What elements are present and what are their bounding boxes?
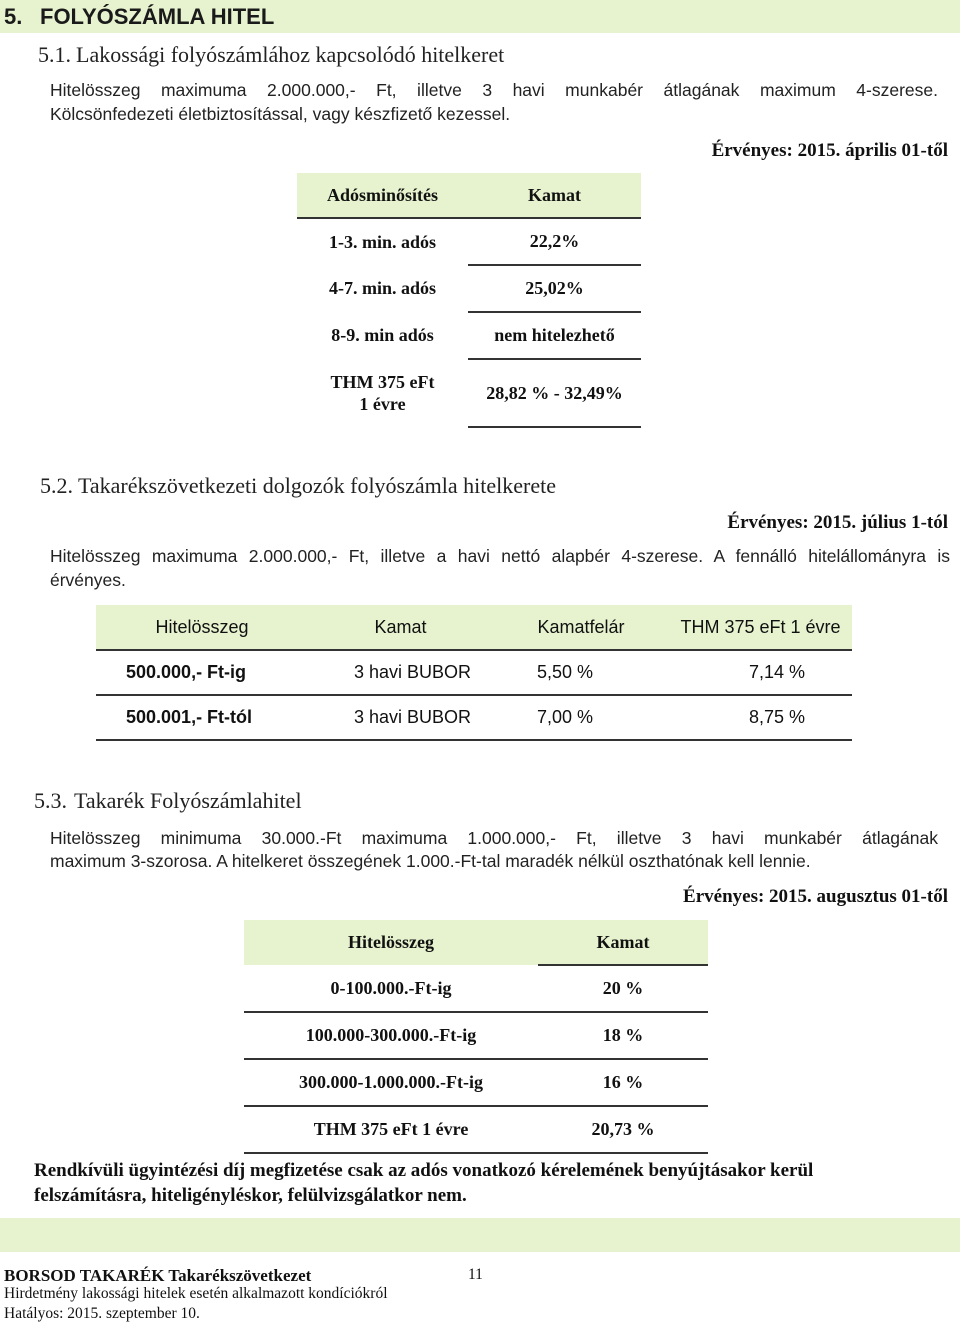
subsection-number: 5.3.	[34, 788, 67, 813]
cell-value: nem hitelezhető	[468, 312, 641, 359]
section-title: FOLYÓSZÁMLA HITEL	[40, 4, 275, 29]
table-row	[297, 312, 641, 359]
subsection-5-3-heading	[34, 788, 302, 814]
cell-label	[297, 359, 468, 427]
table-header-row	[244, 920, 708, 965]
table-row	[244, 1106, 708, 1153]
s2-paragraph-line1: Hitelösszeg maximuma 2.000.000,- Ft, illetve a havi nettó alapbér 4-szerese. A fennálló hitelállományra is	[50, 546, 950, 566]
subsection-title: Takarékszövetkezeti dolgozók folyószámla hitelkerete	[78, 473, 556, 498]
cell-label: 4-7. min. adós	[328, 278, 436, 298]
s2-paragraph-line2: érvényes.	[50, 570, 126, 590]
cell-thm: 8,75 %	[669, 695, 852, 740]
s3-rate-table	[244, 920, 708, 1154]
header-kamat: Kamat	[468, 173, 641, 218]
cell-margin: 5,50 %	[493, 650, 669, 695]
table-row	[244, 1059, 708, 1106]
cell-rate: 18 %	[538, 1012, 708, 1059]
cell-amount: THM 375 eFt 1 évre	[244, 1106, 538, 1153]
thm-label-line1: THM 375 eFt	[330, 372, 435, 392]
header-kamat: Kamat	[308, 605, 493, 650]
thm-label-line2: 1 évre	[359, 394, 406, 414]
cell-rate: 20 %	[538, 965, 708, 1012]
cell-label: 1-3. min. adós	[328, 231, 436, 252]
table-row	[96, 695, 852, 740]
cell-value: 25,02%	[468, 265, 641, 312]
cell-value: 28,82 % - 32,49%	[468, 359, 641, 427]
s3-paragraph-line1: Hitelösszeg minimuma 30.000.-Ft maximuma 1.000.000,- Ft, illetve 3 havi munkabér átlagának	[50, 828, 938, 848]
subsection-number: 5.1.	[38, 42, 71, 67]
s3-paragraph-line2: maximum 3-szorosa. A hitelkeret összegének 1.000.-Ft-tal maradék nélkül oszthatónak kell lennie.	[50, 851, 811, 871]
cell-rate: 20,73 %	[538, 1106, 708, 1153]
cell-margin: 7,00 %	[493, 695, 669, 740]
cell-rate: 3 havi BUBOR	[308, 650, 493, 695]
table-row	[297, 218, 641, 265]
s2-rate-table	[96, 605, 852, 741]
cell-amount: 100.000-300.000.-Ft-ig	[244, 1012, 538, 1059]
section-heading	[0, 0, 960, 33]
table-row	[96, 650, 852, 695]
header-adosminosites: Adósminősítés	[297, 173, 468, 218]
cell-amount: 0-100.000.-Ft-ig	[244, 965, 538, 1012]
s1-paragraph-line2: Kölcsönfedezeti életbiztosítással, vagy készfizető kezessel.	[50, 104, 511, 124]
header-kamat: Kamat	[538, 920, 708, 965]
cell-rate: 16 %	[538, 1059, 708, 1106]
subsection-5-2-heading	[40, 473, 556, 499]
footer-effective-date: Hatályos: 2015. szeptember 10.	[4, 1305, 200, 1322]
cell-amount: 500.001,- Ft-tól	[96, 695, 308, 740]
footer-organization: BORSOD TAKARÉK Takarékszövetkezet	[4, 1266, 312, 1285]
footer-document-title: Hirdetmény lakossági hitelek esetén alkalmazott kondíciókról	[4, 1285, 388, 1302]
notice-line2: felszámításra, hiteligényléskor, felülvizsgálatkor nem.	[34, 1185, 467, 1206]
cell-amount: 500.000,- Ft-ig	[96, 650, 308, 695]
s3-valid-from: Érvényes: 2015. augusztus 01-től	[683, 886, 948, 907]
table-row	[244, 965, 708, 1012]
cell-value: 22,2%	[468, 218, 641, 265]
subsection-title: Lakossági folyószámlához kapcsolódó hitelkeret	[76, 42, 505, 67]
s2-valid-from: Érvényes: 2015. július 1-tól	[727, 512, 948, 533]
header-hitelosszeg: Hitelösszeg	[96, 605, 308, 650]
header-kamatfelar: Kamatfelár	[493, 605, 669, 650]
cell-rate: 3 havi BUBOR	[308, 695, 493, 740]
header-thm: THM 375 eFt 1 évre	[669, 605, 852, 650]
table-row	[297, 359, 641, 427]
subsection-title: Takarék Folyószámlahitel	[74, 788, 302, 813]
notice-line1: Rendkívüli ügyintézési díj megfizetése csak az adós vonatkozó kérelemének benyújtásakor kerül	[34, 1160, 814, 1181]
header-hitelosszeg: Hitelösszeg	[244, 920, 538, 965]
table-header-row	[297, 173, 641, 218]
footer-band	[0, 1218, 960, 1252]
cell-label: 8-9. min adós	[331, 325, 434, 345]
subsection-5-1-heading	[38, 42, 504, 68]
s1-rate-table	[297, 173, 641, 428]
s1-paragraph-line1: Hitelösszeg maximuma 2.000.000,- Ft, illetve 3 havi munkabér átlagának maximum 4-szerese.	[50, 80, 938, 100]
table-header-row	[96, 605, 852, 650]
cell-thm: 7,14 %	[669, 650, 852, 695]
table-row	[244, 1012, 708, 1059]
footer-page-number: 11	[468, 1266, 483, 1283]
s1-valid-from: Érvényes: 2015. április 01-től	[711, 140, 948, 161]
section-number: 5.	[4, 4, 23, 29]
cell-amount: 300.000-1.000.000.-Ft-ig	[244, 1059, 538, 1106]
subsection-number: 5.2.	[40, 473, 73, 498]
table-row	[297, 265, 641, 312]
